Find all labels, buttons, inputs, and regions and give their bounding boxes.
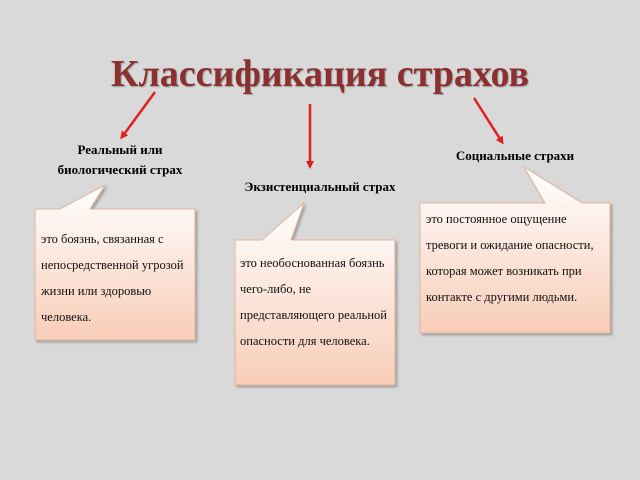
description-real-fear: это боязнь, связанная с непосредственной угрозой жизни или здоровью человека.: [41, 232, 184, 324]
heading-line: Социальные страхи: [455, 148, 575, 163]
heading-line: Экзистенциальный страх: [244, 179, 396, 194]
heading-line: Реальный или: [77, 142, 163, 157]
heading-line: биологический страх: [57, 162, 183, 177]
page-title: Классификация страхов: [110, 53, 530, 95]
description-existential-fear: это необоснованная боязнь чего-либо, не представляющего реальной опасности для человека.: [240, 256, 387, 348]
description-social-fear: это постоянное ощущение тревоги и ожидание опасности, которая может возникать при контакте с другими людьми.: [426, 212, 594, 304]
